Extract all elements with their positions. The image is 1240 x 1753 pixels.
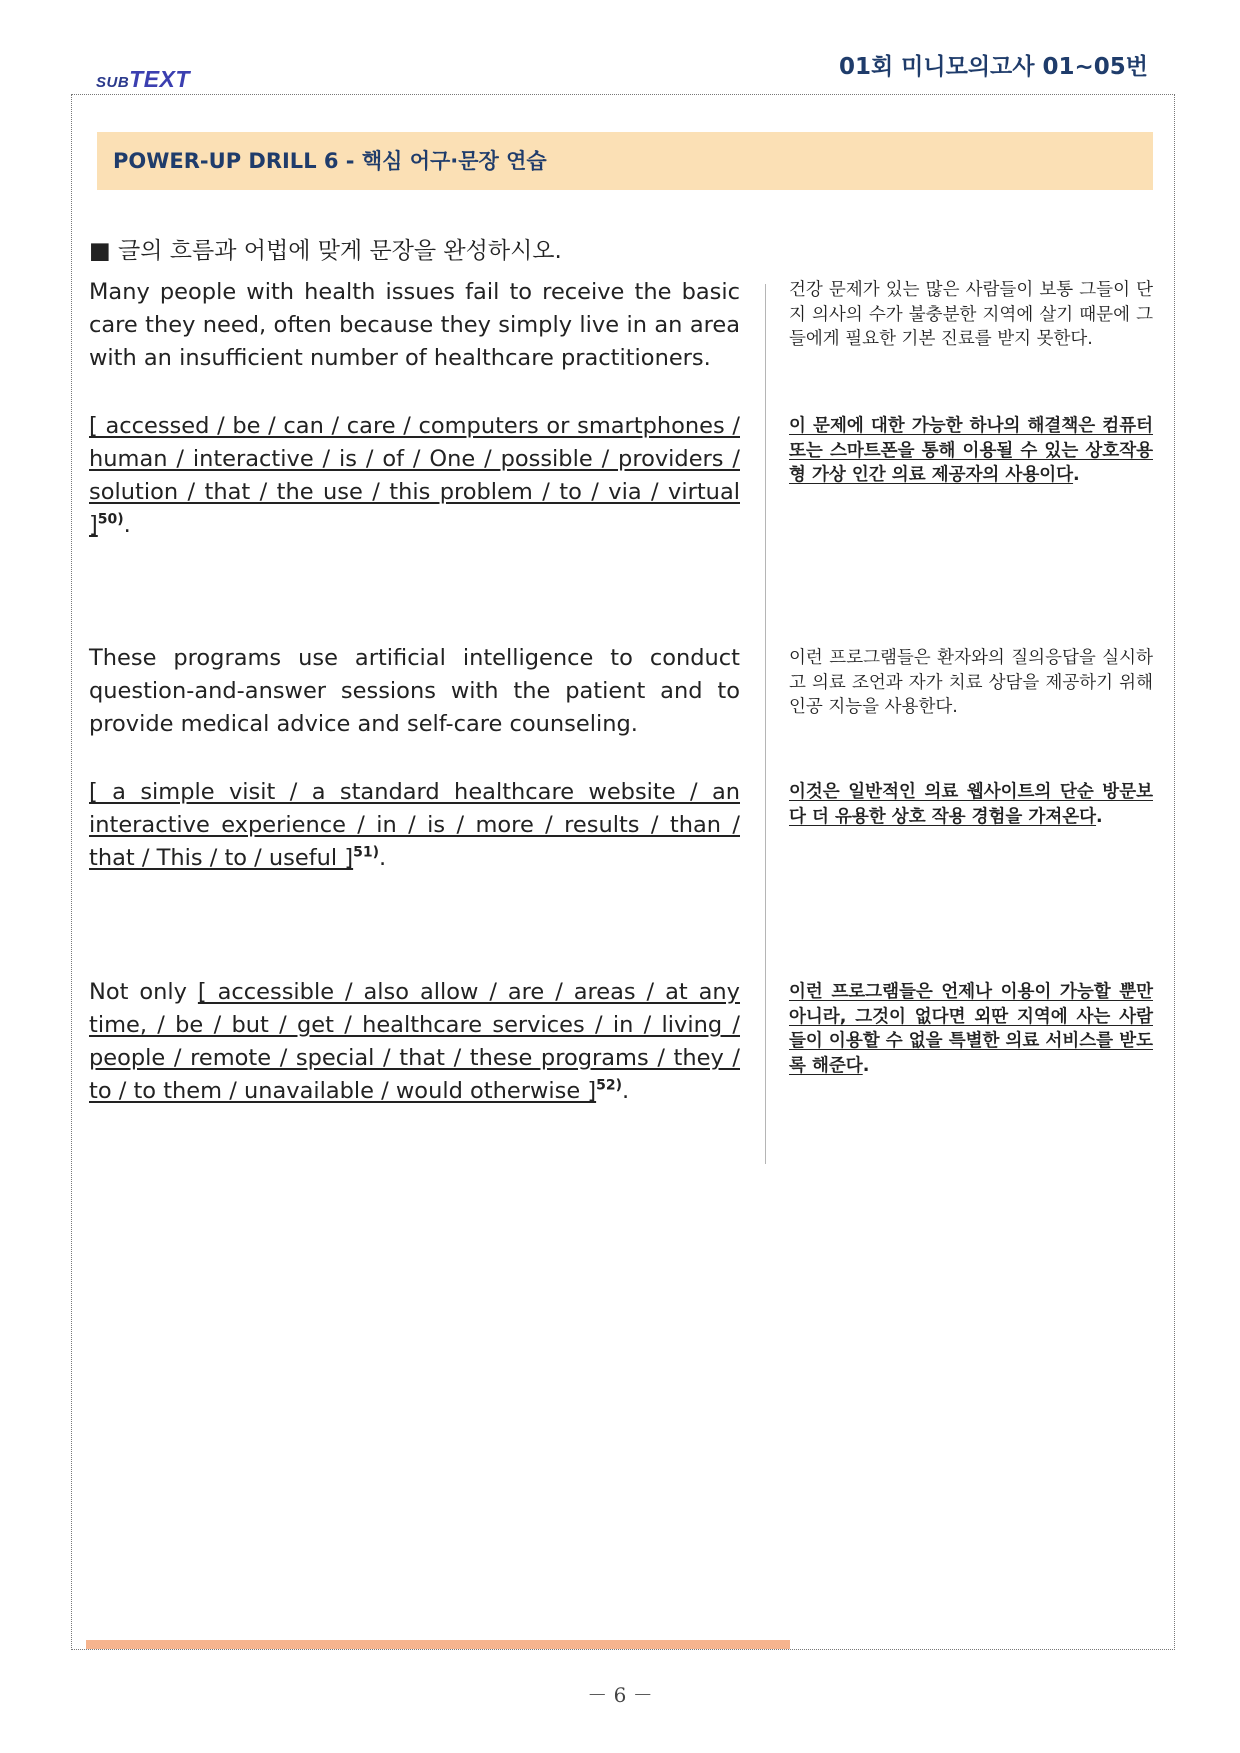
korean-translation-4: 이것은 일반적인 의료 웹사이트의 단순 방문보다 더 유용한 상호 작용 경험을 가져온다. [789, 782, 1153, 827]
instruction-text: ■ 글의 흐름과 어법에 맞게 문장을 완성하시오. [89, 238, 562, 264]
korean-translation-3: 이런 프로그램들은 환자와의 질의응답을 실시하고 의료 조언과 자가 치료 상담을 제공하기 위해 인공 지능을 사용한다. [789, 648, 1153, 717]
korean-translation-5-text: 이런 프로그램들은 언제나 이용이 가능할 뿐만 아니라, 그것이 없다면 외딴 지역에 사는 사람들이 이용할 수 없을 특별한 의료 서비스를 받도록 해준다 [789, 982, 1153, 1076]
footnote-50: 50) [97, 511, 124, 528]
korean-translation-2-text: 이 문제에 대한 가능한 하나의 해결책은 컴퓨터 또는 스마트폰을 통해 이용될 수 있는 상호작용형 가상 인간 의료 제공자의 사용이다 [789, 416, 1153, 485]
footnote-52: 52) [596, 1077, 622, 1094]
english-passage-1: Many people with health issues fail to receive the basic care they need, often because they simply live in an area with an insufficient number of healthcare practitioners. [89, 279, 740, 371]
korean-translation-2: 이 문제에 대한 가능한 하나의 해결책은 컴퓨터 또는 스마트폰을 통해 이용될 수 있는 상호작용형 가상 인간 의료 제공자의 사용이다. [789, 416, 1153, 485]
footer-accent-bar [86, 1640, 790, 1649]
korean-translation-1: 건강 문제가 있는 많은 사람들이 보통 그들이 단지 의사의 수가 불충분한 지역에 살기 때문에 그들에게 필요한 기본 진료를 받지 못한다. [789, 280, 1153, 349]
english-passage-3: These programs use artificial intelligence to conduct question-and-answer sessions with the patient and to provide medical advice and self-care counseling. [89, 645, 740, 737]
english-scramble-5: Not only [ accessible / also allow / are / areas / at any time, / be / but / get / healthcare services / in / living / people / remote / special / that / these programs / they / to / to them / unavailable / would otherwise ]$^{52)}$. [89, 979, 740, 1104]
english-scramble-2: [ accessed / be / can / care / computers or smartphones / human / interactive / is / of / One / possible / providers / solution / that / the use / this problem / to / via / virtual ]$^{50)}$. [89, 413, 740, 538]
subtext-logo [96, 66, 190, 93]
drill-title-banner: POWER-UP DRILL 6 - 핵심 어구·문장 연습 [97, 132, 1153, 190]
column-divider [765, 284, 766, 1164]
scramble-words-4: [ a simple visit / a standard healthcare website / an interactive experience / in / is / more / results / than / that / This / to / useful ] [89, 779, 740, 871]
scramble-words-2: [ accessed / be / can / care / computers or smartphones / human / interactive / is / of / One / possible / providers / solution / that / the use / this problem / to / via / virtual ] [89, 413, 740, 538]
korean-translation-5: 이런 프로그램들은 언제나 이용이 가능할 뿐만 아니라, 그것이 없다면 외딴 지역에 사는 사람들이 이용할 수 없을 특별한 의료 서비스를 받도록 해준다. [789, 982, 1153, 1076]
page-number: － 6 － [587, 1683, 653, 1707]
logo-prefix: SUB [96, 74, 130, 91]
scramble-prefix-5: Not only [89, 979, 198, 1005]
footnote-51: 51) [353, 844, 379, 861]
page-header-title: 01회 미니모의고사 01~05번 [838, 54, 1148, 80]
korean-translation-4-text: 이것은 일반적인 의료 웹사이트의 단순 방문보다 더 유용한 상호 작용 경험을 가져온다 [789, 782, 1153, 827]
logo-main: TEXT [129, 66, 190, 92]
scramble-words-5: [ accessible / also allow / are / areas / at any time, / be / but / get / healthcare services / in / living / people / remote / special / that / these programs / they / to / to them / unavailable / would otherwise ] [89, 979, 740, 1104]
english-scramble-4: [ a simple visit / a standard healthcare website / an interactive experience / in / is / more / results / than / that / This / to / useful ]$^{51)}$. [89, 779, 740, 871]
